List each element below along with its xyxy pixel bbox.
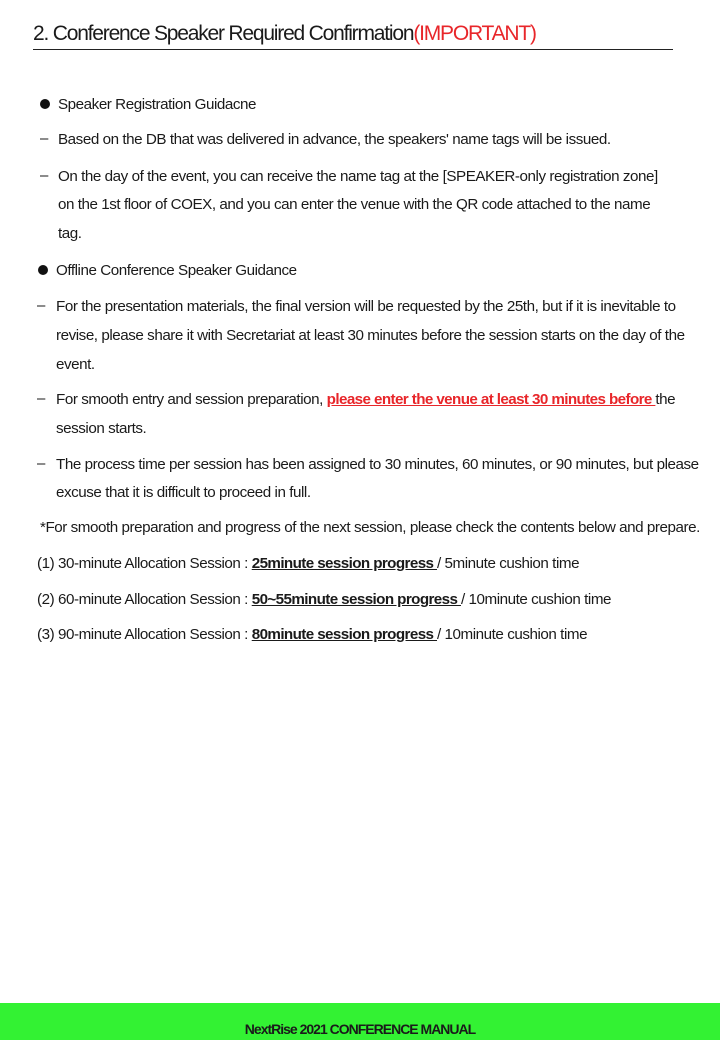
section2-item3-line2: excuse that it is difficult to proceed in full. [56,484,311,501]
allocation-suffix: / 10minute cushion time [460,591,612,608]
dash-icon: – [40,167,49,184]
section2-item3-line1: The process time per session has been assigned to 30 minutes, 60 minutes, or 90 minutes, but please [56,456,699,473]
important-label: (IMPORTANT) [413,22,536,45]
section2-item1-line3: event. [56,356,95,373]
section2-heading: Offline Conference Speaker Guidance [56,262,297,279]
dash-icon: – [37,455,46,472]
note-text: *For smooth preparation and progress of the next session, please check the contents below and prepare. [40,519,700,536]
page-title [33,20,673,50]
allocation-emphasis: 25minute session progress [251,555,438,572]
footer-text: NextRise 2021 CONFERENCE MANUAL [244,1021,476,1037]
allocation-prefix: (2) 60-minute Allocation Session : [37,591,252,608]
allocation-suffix: / 10minute cushion time [437,626,588,643]
allocation-suffix: / 5minute cushion time [437,555,580,572]
section1-item1: Based on the DB that was delivered in advance, the speakers' name tags will be issued. [58,131,611,148]
dash-icon: – [40,130,49,147]
bullet-dot-icon [38,265,48,275]
section2-item1-line1: For the presentation materials, the final version will be requested by the 25th, but if it is inevitable to [56,298,676,315]
dash-icon: – [37,390,46,407]
section1-item2-line2: on the 1st floor of COEX, and you can enter the venue with the QR code attached to the name [58,196,651,213]
dash-icon: – [37,297,46,314]
bullet-dot-icon [40,99,50,109]
allocation-prefix: (1) 30-minute Allocation Session : [37,555,252,572]
section2-item2-line1 [56,390,675,410]
allocation-item-1 [37,554,579,574]
allocation-prefix: (3) 90-minute Allocation Session : [37,626,252,643]
item2-post: the [655,391,676,408]
item2-highlight: please enter the venue at least 30 minutes before [326,391,656,408]
section1-heading: Speaker Registration Guidacne [58,96,257,113]
footer-bar [0,1003,720,1040]
section1-item2-line3: tag. [58,225,82,242]
title-text: 2. Conference Speaker Required Confirmation [33,22,414,45]
section1-item2-line1: On the day of the event, you can receive the name tag at the [SPEAKER-only registration zone] [58,168,658,185]
section2-item1-line2: revise, please share it with Secretariat at least 30 minutes before the session starts on the day of the [56,327,685,344]
allocation-item-2 [37,590,611,610]
section2-item2-line2: session starts. [56,420,147,437]
allocation-emphasis: 50~55minute session progress [251,591,461,608]
item2-pre: For smooth entry and session preparation, [56,391,327,408]
allocation-item-3 [37,625,587,645]
allocation-emphasis: 80minute session progress [251,626,438,643]
